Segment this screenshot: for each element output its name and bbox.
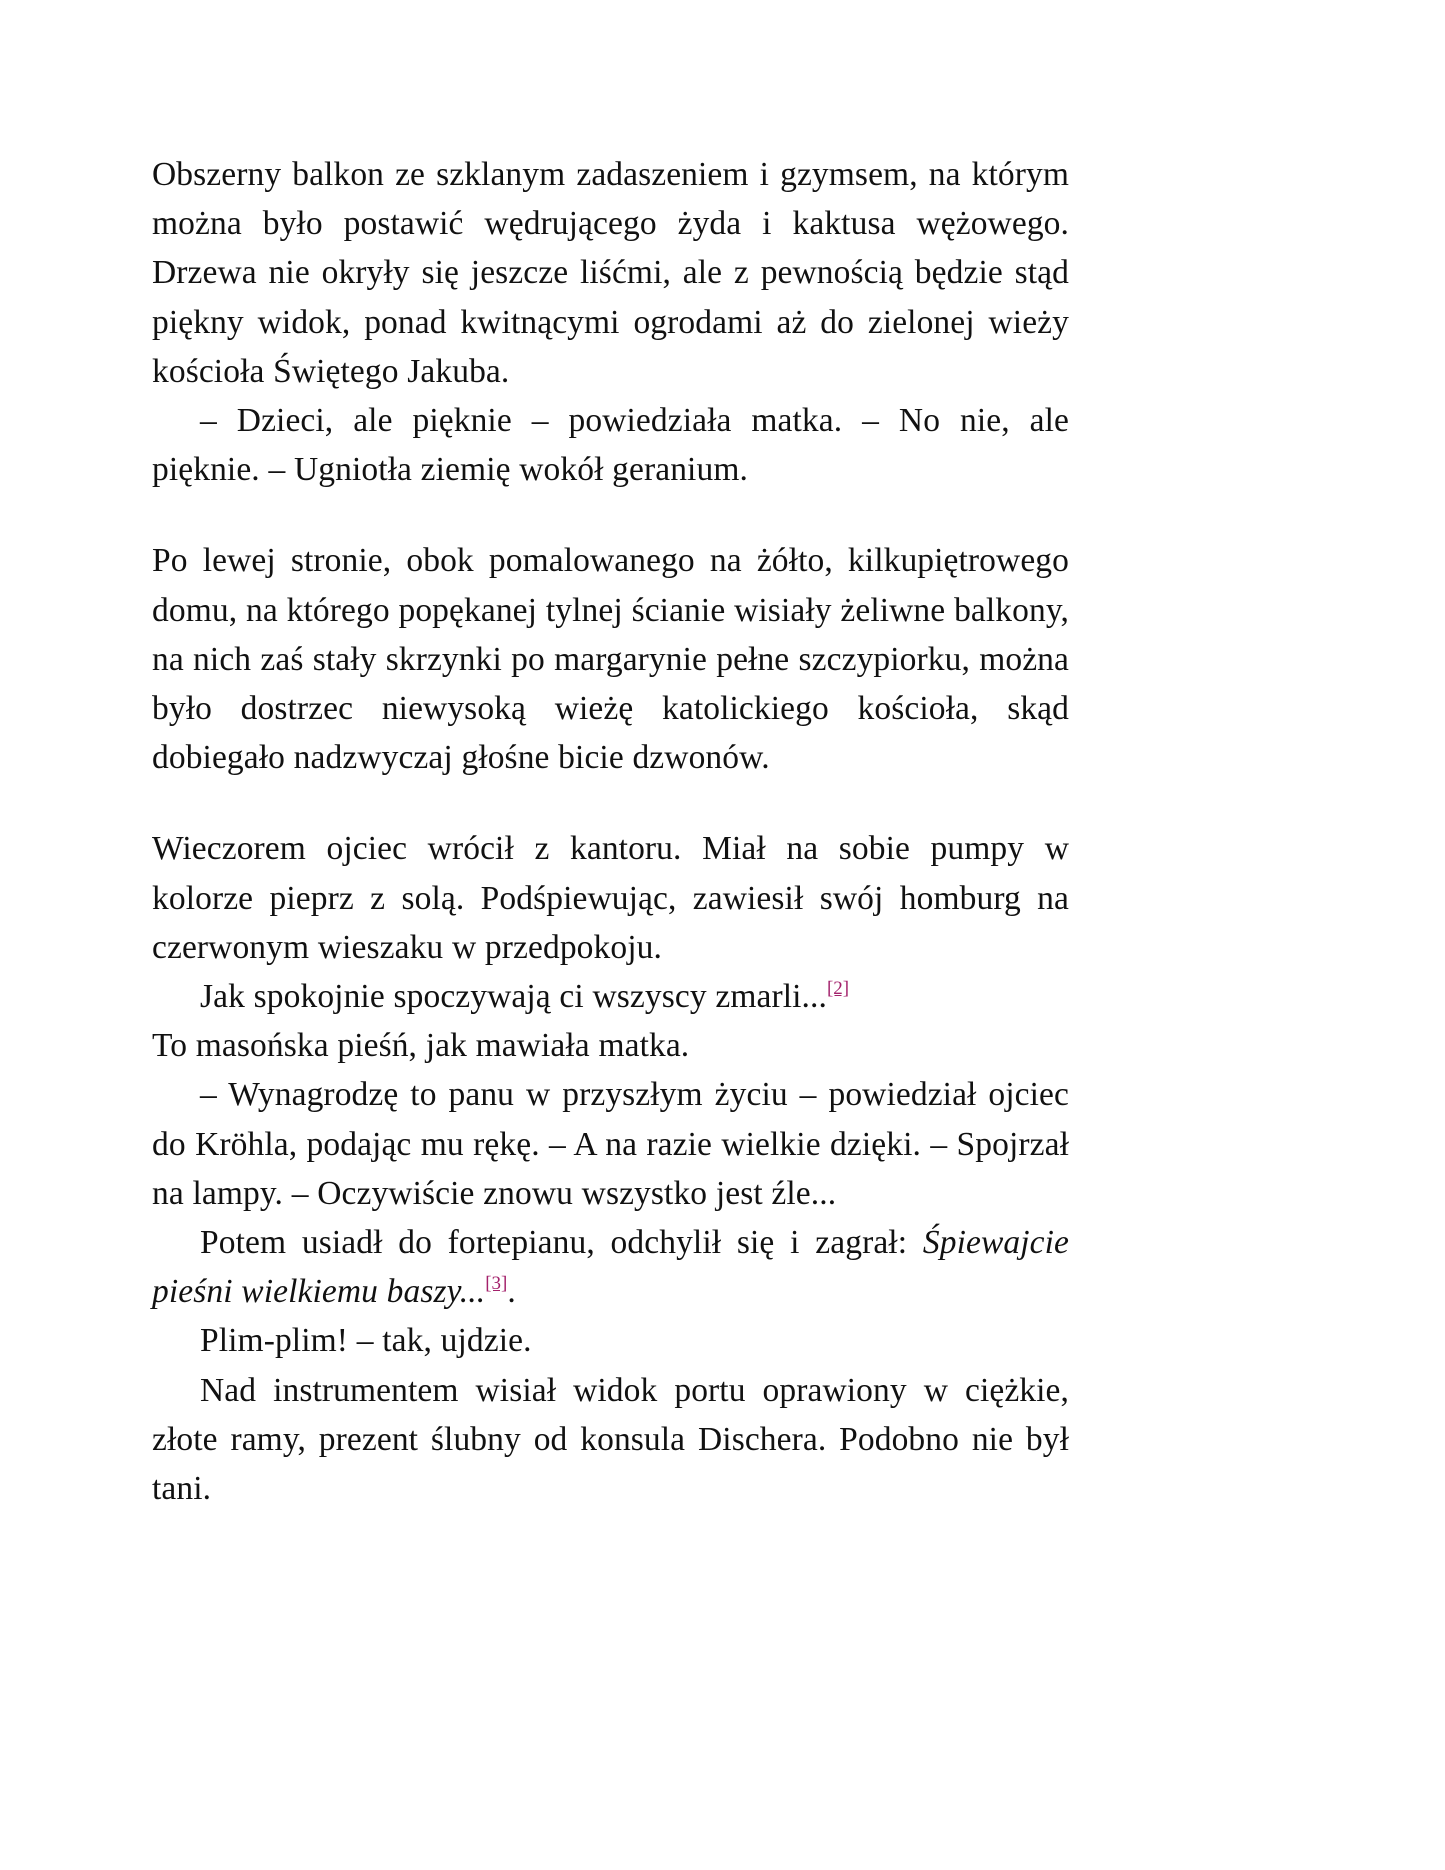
dialogue-children-beautiful: – Dzieci, ale pięknie – powiedziała matka. – No nie, ale pięknie. – Ugniotła ziemię wokół geranium. bbox=[152, 402, 1069, 489]
dialogue-reward-you: – Wynagrodzę to panu w przyszłym życiu – powiedział ojciec do Kröhla, podając mu rękę. – A na razie wielkie dzięki. – Spojrzał na lampy. – Oczywiście znowu wszystko jest źle... bbox=[152, 1076, 1069, 1212]
paragraph-harbour-picture: Nad instrumentem wisiał widok portu oprawiony w ciężkie, złote ramy, prezent ślubny od konsula Dischera. Podobno nie był tani. bbox=[152, 1371, 1069, 1508]
piano-text-before: Potem usiadł do fortepianu, odchylił się i zagrał: bbox=[200, 1224, 923, 1262]
text-column bbox=[152, 150, 1069, 1513]
song-line-masonic bbox=[152, 972, 1069, 1021]
dialogue-plim-plim: Plim-plim! – tak, ujdzie. bbox=[200, 1322, 532, 1360]
paragraph-evening-father: Wieczorem ojciec wrócił z kantoru. Miał na sobie pumpy w kolorze pieprz z solą. Podśpiewując, zawiesił swój homburg na czerwonym wieszaku w przedpokoju. bbox=[152, 830, 1069, 966]
song-title-italic: Śpiewajcie pieśni wielkiemu baszy... bbox=[152, 1224, 1069, 1311]
paragraph-balcony: Obszerny balkon ze szklanym zadaszeniem i gzymsem, na którym można było postawić wędrującego żyda i kaktusa wężowego. Drzewa nie okryły się jeszcze liśćmi, ale z pewnością będzie stąd piękny widok, ponad kwitnącymi ogrodami aż do zielonej wieży kościoła Świętego Jakuba. bbox=[152, 156, 1069, 390]
piano-text-after: . bbox=[507, 1273, 516, 1311]
footnote-ref-3[interactable]: [3] bbox=[485, 1273, 508, 1295]
line-masonic-song-comment: To masońska pieśń, jak mawiała matka. bbox=[152, 1027, 690, 1065]
footnote-ref-2[interactable]: [2] bbox=[826, 978, 850, 1000]
song-line-text: Jak spokojnie spoczywają ci wszyscy zmarli... bbox=[200, 978, 827, 1016]
paragraph-piano-song bbox=[152, 1218, 1069, 1316]
paragraph-left-side-house: Po lewej stronie, obok pomalowanego na żółto, kilkupiętrowego domu, na którego popękanej tylnej ścianie wisiały żeliwne balkony, na nich zaś stały skrzynki po margarynie pełne szczypiorku, można było dostrzec niewysoką wieżę katolickiego kościoła, skąd dobiegało nadzwyczaj głośne bicie dzwonów. bbox=[152, 542, 1069, 777]
